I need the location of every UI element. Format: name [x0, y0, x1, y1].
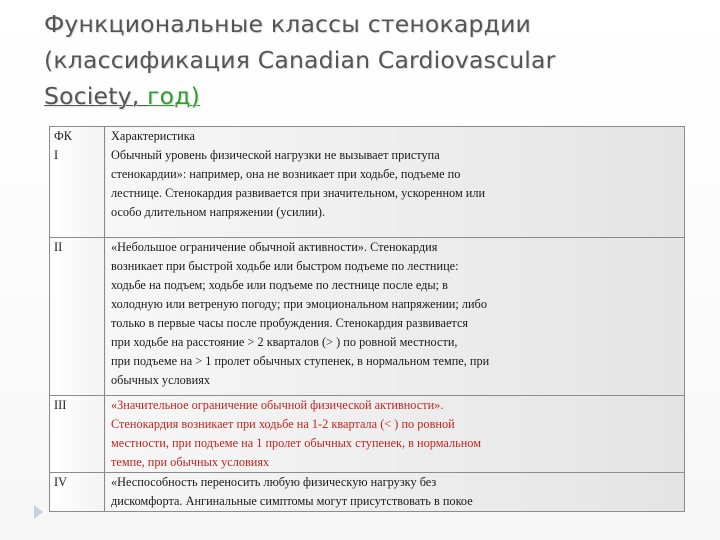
desc-line: возникает при быстрой ходьбе или быстром подъеме по лестнице: [111, 259, 459, 273]
header-fc-cell: ФК [50, 127, 105, 147]
title-line-1: Функциональные классы стенокардии [44, 10, 532, 38]
desc-cell [105, 146, 685, 238]
desc-line: при подъеме на > 1 пролет обычных ступенек, в нормальном темпе, при [111, 354, 490, 368]
title-line-3-society: Society, [44, 82, 148, 110]
fc-cell: IV [50, 473, 105, 512]
desc-line: лестнице. Стенокардия развивается при значительном, ускоренном или [111, 186, 486, 200]
desc-line: холодную или ветреную погоду; при эмоциональном напряжении; либо [111, 297, 487, 311]
desc-line: дискомфорта. Ангинальные симптомы могут присутствовать в покое [111, 494, 473, 508]
desc-line: «Значительное ограничение обычной физической активности». [111, 398, 444, 412]
desc-cell [105, 238, 685, 396]
desc-line: Обычный уровень физической нагрузки не вызывает приступа [111, 148, 440, 162]
desc-line: «Неспособность переносить любую физическую нагрузку без [111, 475, 437, 489]
table-header-row [50, 127, 685, 147]
desc-line: стенокардии»: например, она не возникает при ходьбе, подъеме по [111, 167, 461, 181]
title-line-2: (классификация Canadian Cardiovascular [44, 46, 556, 74]
desc-line: при ходьбе на расстояние > 2 кварталов (> ) по ровной местности, [111, 335, 458, 349]
play-arrow-icon[interactable] [34, 505, 43, 519]
desc-line: «Небольшое ограничение обычной активности». Стенокардия [111, 240, 438, 254]
desc-line: особо длительном напряжении (усилии). [111, 205, 326, 219]
table-row [50, 473, 685, 512]
title-line-3 [44, 78, 694, 114]
title-line-3-year: год) [147, 82, 201, 110]
fc-cell: I [50, 146, 105, 238]
desc-cell [105, 396, 685, 473]
table-row [50, 146, 685, 238]
header-desc-cell: Характеристика [105, 127, 685, 147]
table-row [50, 238, 685, 396]
desc-line: только в первые часы после пробуждения. Стенокардия развивается [111, 316, 469, 330]
desc-line: Стенокардия возникает при ходьбе на 1-2 квартала (< ) по ровной [111, 417, 455, 431]
desc-line: местности, при подъеме на 1 пролет обычных ступенек, в нормальном [111, 436, 482, 450]
desc-line: темпе, при обычных условиях [111, 455, 270, 469]
fc-cell: II [50, 238, 105, 396]
table-row [50, 396, 685, 473]
desc-cell [105, 473, 685, 512]
slide-title [44, 6, 694, 114]
functional-class-table [49, 126, 685, 512]
desc-line: обычных условиях [111, 373, 210, 387]
fc-cell: III [50, 396, 105, 473]
desc-line: ходьбе на подъем; ходьбе или подъеме по лестнице после еды; в [111, 278, 448, 292]
